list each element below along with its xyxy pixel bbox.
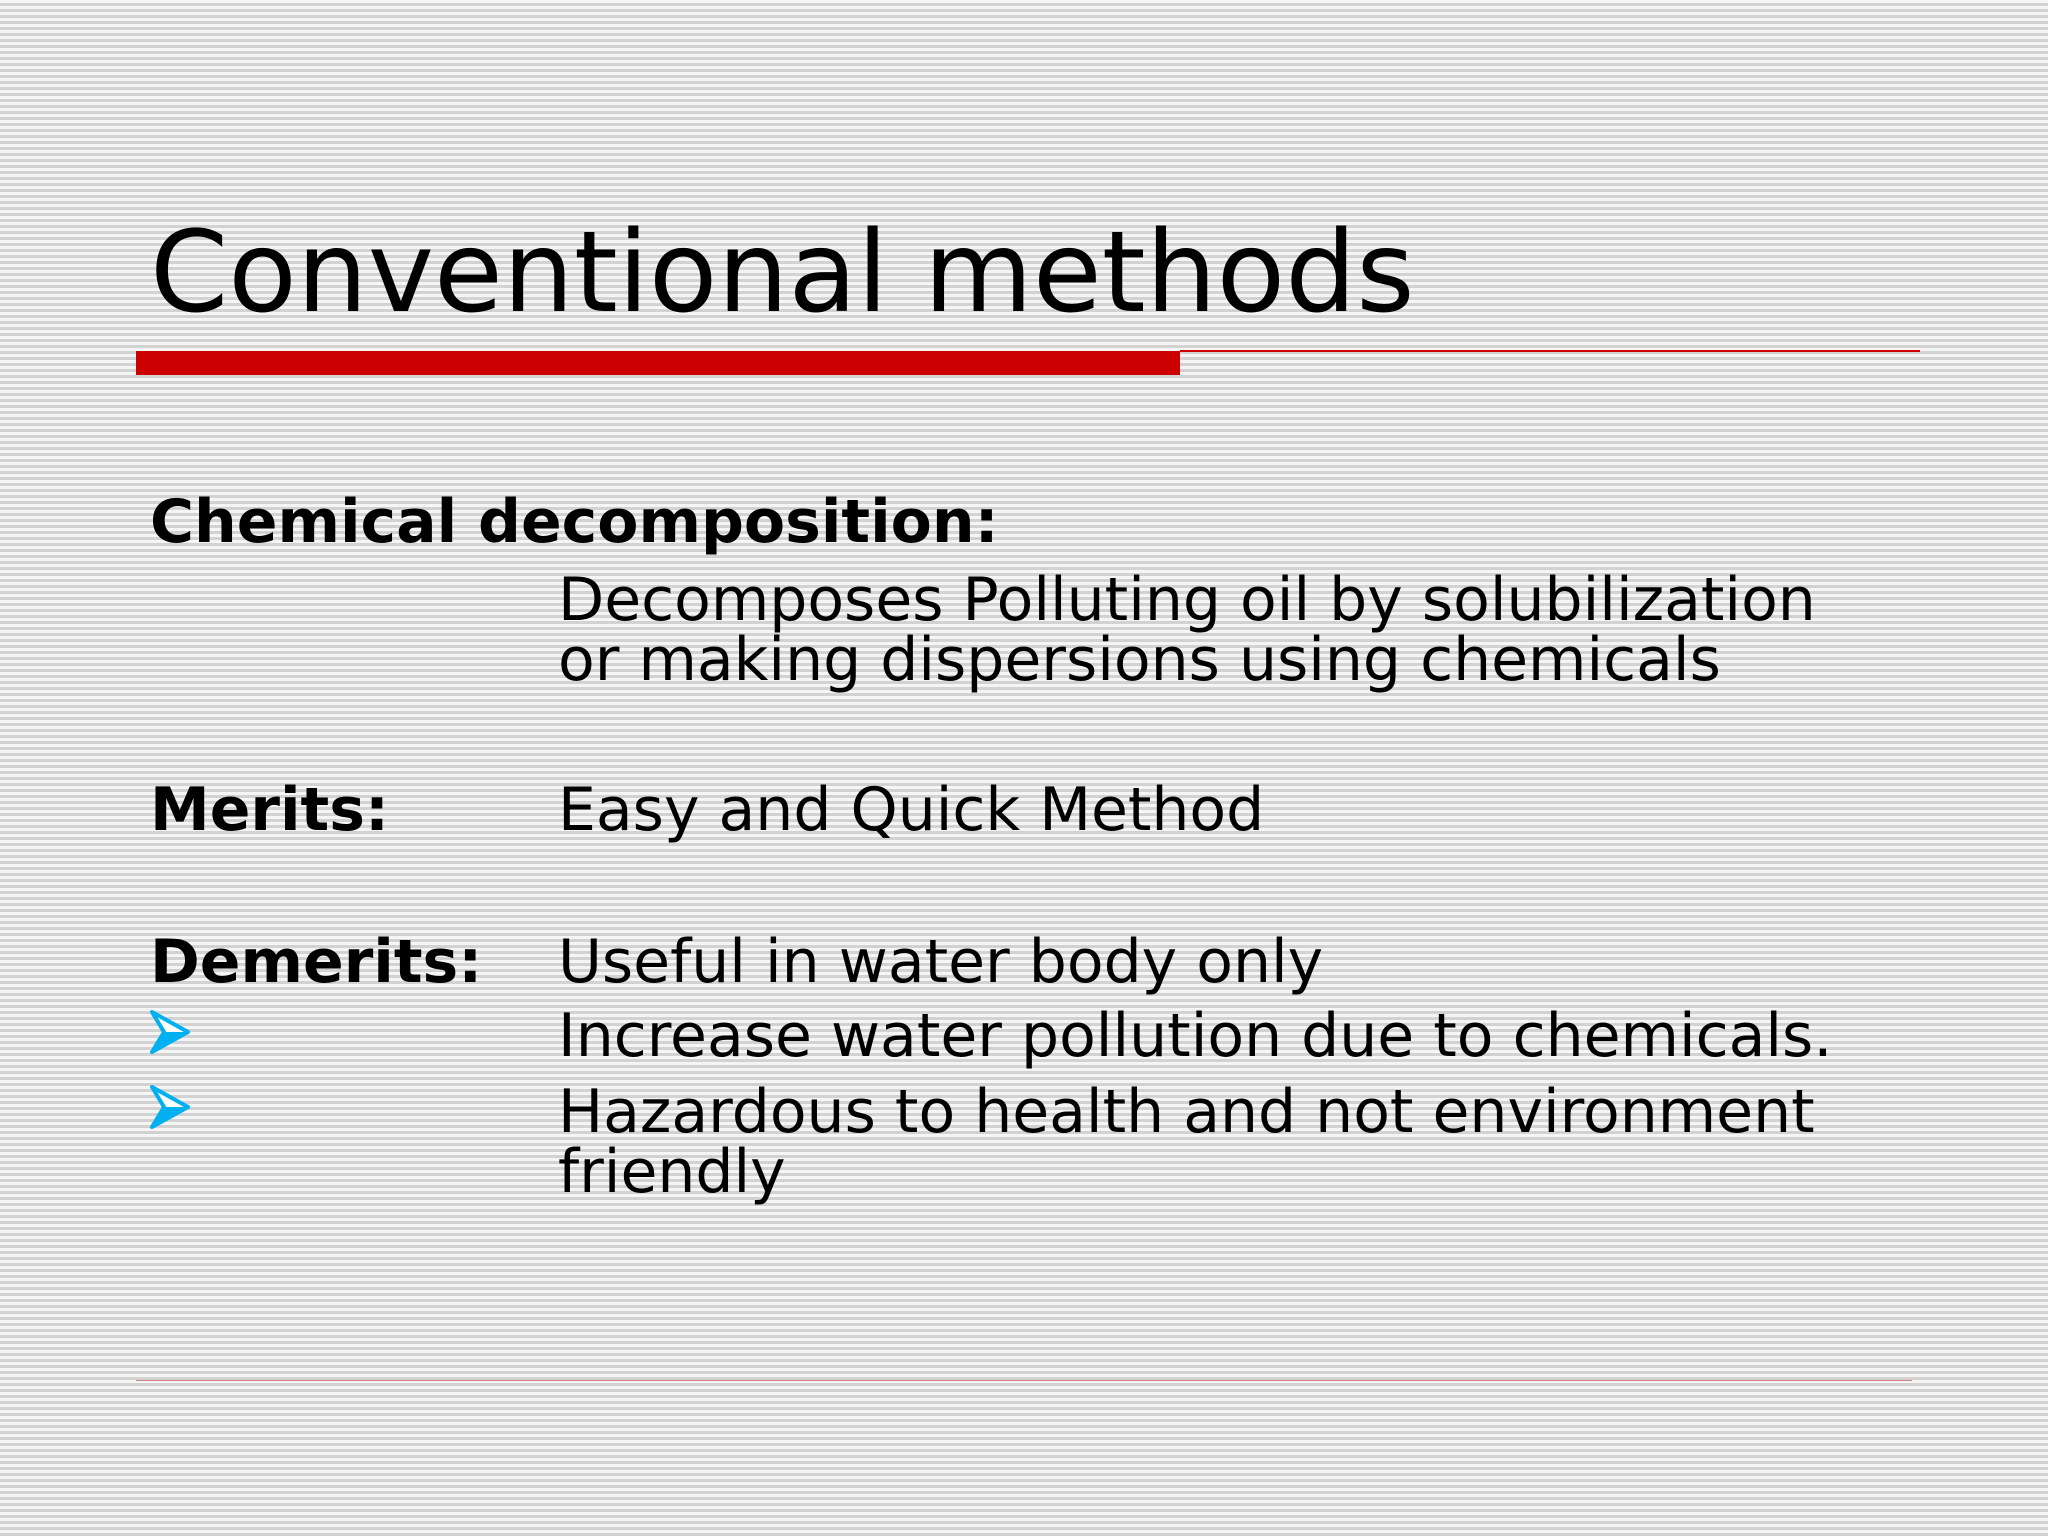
demerits-label: Demerits: [150,927,483,997]
section-heading: Chemical decomposition: [150,487,999,557]
merits-label: Merits: [150,775,389,845]
demerit-bullet-2-line-1: Hazardous to health and not environment [558,1077,1815,1147]
arrow-bullet-icon [150,1085,190,1129]
merits-text: Easy and Quick Method [558,775,1265,845]
description-line-1: Decomposes Polluting oil by solubilization [558,565,1816,635]
title-underline-thick [136,351,1180,375]
demerits-first-text: Useful in water body only [558,927,1324,997]
description-line-2: or making dispersions using chemicals [558,625,1721,695]
demerit-bullet-1-text: Increase water pollution due to chemicals. [558,1001,1833,1071]
slide-title: Conventional methods [150,208,1415,338]
arrow-bullet-icon [150,1010,190,1054]
footer-divider [136,1380,1912,1381]
title-underline-thin [1180,350,1920,352]
demerit-bullet-2-line-2: friendly [558,1137,786,1207]
